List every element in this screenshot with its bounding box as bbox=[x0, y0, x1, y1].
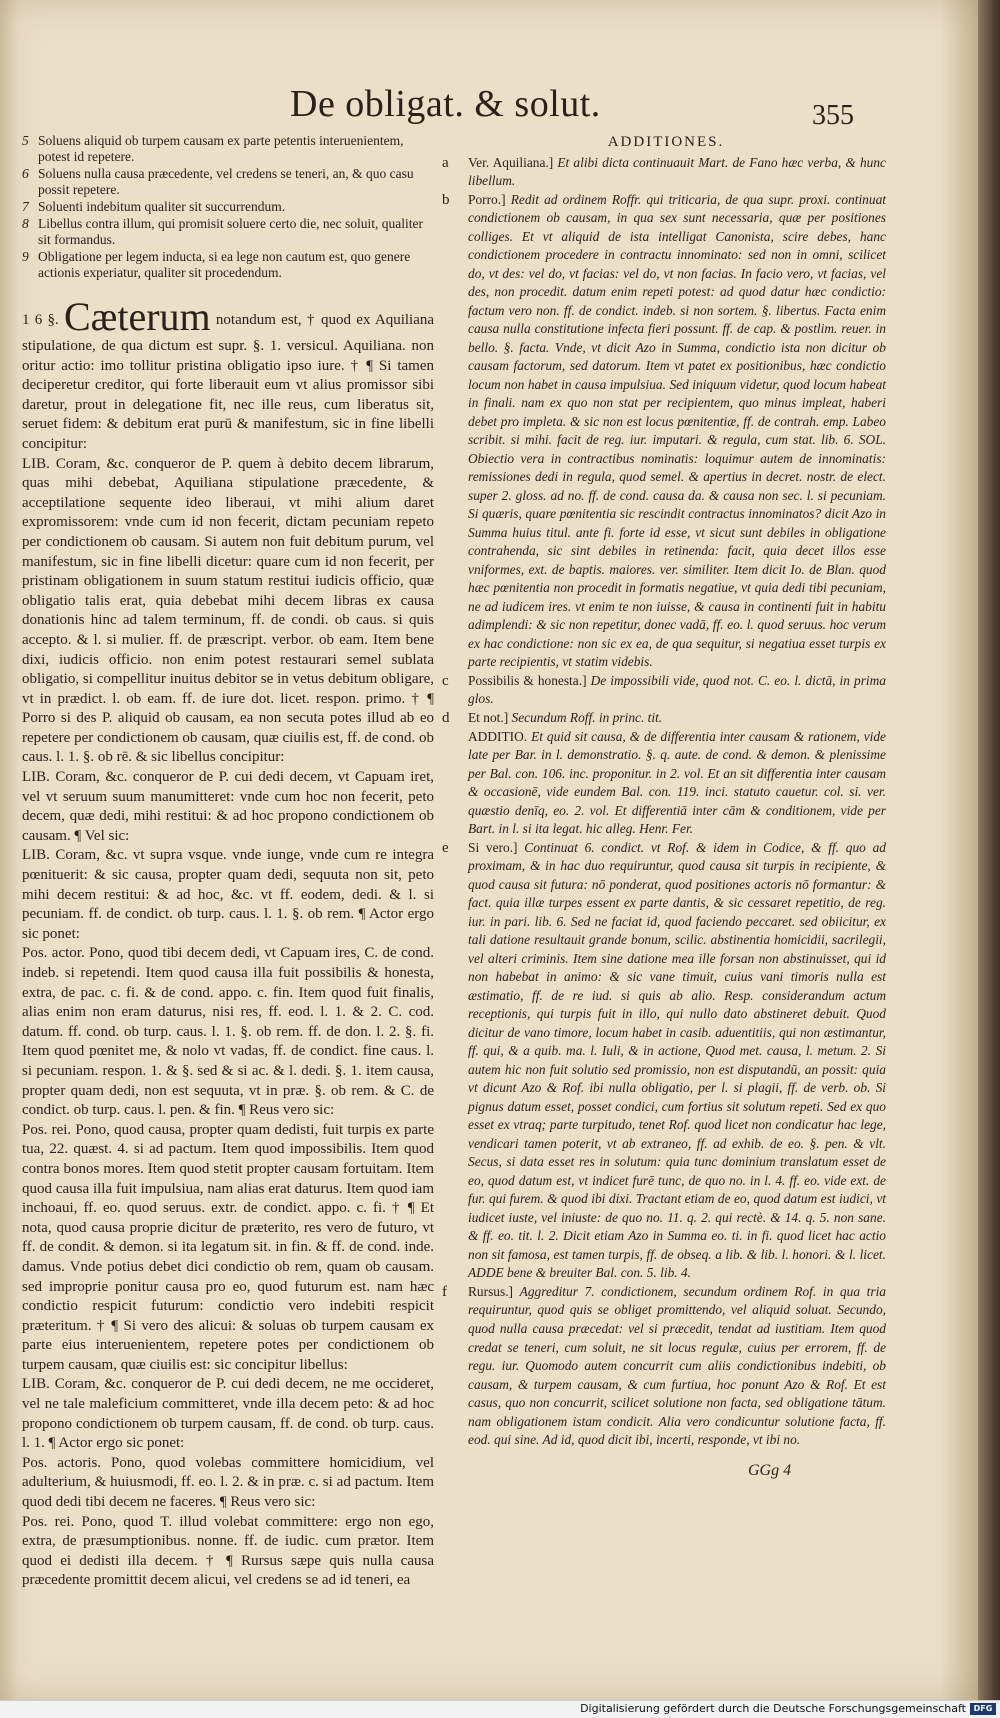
summary-item: 6 Soluens nulla causa præcedente, vel credens se teneri, an, & quo casu possit repetere. bbox=[22, 166, 414, 197]
footer-credit: Digitalisierung gefördert durch die Deutsche Forschungsgemeinschaft bbox=[580, 1702, 966, 1715]
addition-entry: ADDITIO. Et quid sit causa, & de differentia inter causam & rationem, vide late per Bar. in l. demonstratio. §. q. aute. de cond. & demon. & plenissime per Bal. con. 106. inc. proponitur. in 2. vol. Et an sit differentia inter causam & occasionē, vide eundem Bal. con. 119. inci. statuto cauetur. col. si. ver. quæstio denīq, eo. 2. vol. Et differentiā inter cām & conditionem, vide per Bart. in l. si ita legat. hic alleg. Henr. Fer. bbox=[468, 728, 886, 837]
summary-item: 5 Soluens aliquid ob turpem causam ex parte petentis interuenientem, potest id repetere. bbox=[22, 133, 404, 164]
addition-entry: c Possibilis & honesta.] De impossibili vide, quod not. C. eo. l. dictā, in prima glos. bbox=[442, 672, 886, 707]
dfg-logo: DFG bbox=[970, 1703, 996, 1715]
running-head: De obligat. & solut. bbox=[290, 83, 601, 125]
main-paragraph: LIB. Coram, &c. conqueror de P. quem à debito decem librarum, quas mihi debebat, Aquiliana stipulatione præcedente, & acceptilatione sequente ideo liberaui, vt mihi alium daret expromissorem: vnde cum id non fecerit, dictam pecuniam repeto per condictionem ob causam. Si autem non fuit debitum purum, vel manifestum, sic in fine libelli dicetur: quare cum id non fecerit, per pristinam obligationem in suum statum restitui iudicis officio, quæ obligatio talis erat, quia debebat mihi decem libras ex causa donationis hinc ad talem terminum, ff. de condi. ob caus. si quis accepto. & l. si mulier. ff. de præscript. verbor. ob eam. Item bene dixi, iudicis officio. non enim potest restaurari semel sublata obligatio, si compellitur inuitus debitor se in vetus debitum obligare, vt in prædict. l. ob eam. ff. de iure dot. licet. respon. primo. † ¶ Porro si des P. aliquid ob causam, ea non secuta potes illud ab eo repetere per condictionem ob causam, quæ ciuilis est, ff. de cond. ob caus. l. 1. §. ob rē. & sic libellus concipitur: bbox=[22, 455, 434, 766]
main-paragraph: LIB. Coram, &c. conqueror de P. cui dedi decem, vt Capuam iret, vel vt seruum suum manumitteret: vnde cum hoc non fecerit, peto decem, quæ dedi, mihi restitui: & ad hoc propono condictionem ob causam. ¶ Vel sic: bbox=[22, 769, 434, 844]
main-paragraph: Pos. rei. Pono, quod T. illud volebat committere: ergo non ego, extra, de præsumptionibus. nonne. ff. de iudic. cum prætor. Item quod ei dedisti illa decem. † ¶ Rursus sæpe quis nulla causa præcedente promittit decem alicui, vel credens se ad id teneri, ea bbox=[22, 1513, 434, 1589]
note-letter: f bbox=[442, 1283, 447, 1300]
main-paragraph: Pos. actoris. Pono, quod volebas committere homicidium, vel adulterium, & huiusmodi, ff. eo. l. 2. & in præ. c. si ad pactum. Item quod dedi tibi decem ne faceres. ¶ Reus vero sic: bbox=[22, 1454, 434, 1511]
note-letter: c bbox=[442, 672, 449, 689]
additions-column bbox=[442, 133, 886, 1450]
note-letter: e bbox=[442, 839, 449, 856]
main-text-column bbox=[22, 294, 435, 1591]
footer-bar bbox=[0, 1700, 1000, 1718]
summary-item: 9 Obligatione per legem inducta, si ea lege non cautum est, quo genere actionis experiatur, qualiter sit procedendum. bbox=[22, 249, 411, 280]
signature-mark: GGg 4 bbox=[748, 1462, 792, 1479]
summary-item: 8 Libellus contra illum, qui promisit soluere certo die, nec soluit, qualiter sit formandus. bbox=[22, 216, 424, 247]
main-paragraph: LIB. Coram, &c. vt supra vsque. vnde iunge, vnde cum re integra pœnituerit: & sic causa, propter quam dedi, sequuta non sit, peto mihi decem restitui: & ad hoc, &c. vt ff. eodem, dedi. & l. si pecuniam. ff. de condict. ob turp. caus. l. 1. §. ob rem. ¶ Actor ergo sic ponet: bbox=[22, 847, 434, 942]
main-paragraph: LIB. Coram, &c. conqueror de P. cui dedi decem, ne me occideret, vel ne tale maleficium committeret, vnde illa decem peto: & ad hoc propono condictionem ob turpem causam, ff. de cond. ob turp. caus. l. 1. ¶ Actor ergo sic ponet: bbox=[22, 1376, 434, 1452]
addition-entry: b Porro.] Redit ad ordinem Roffr. qui triticaria, de qua supr. proxi. continuat condictionem ob causam, in qua sex sunt necessaria, quæ per positiones colliges. Et vt aliquid de ista intelligat Canonista, scire debes, hanc condictionem procedere in contractu innominato: sed non in omni, scilicet do, vt des: vel do, vt facias: vel do, vt non facias. In facio vero, vt facias, vel des, non procedit. datum enim repeti potest: ad quod datur hæc condictio: factum vero non. ff. de condict. indeb. si non sortem. §. libertus. Facta enim causa nulla constitutione infecta fieri possunt. ff. de cap. & postlim. reuer. in bello. §. facta. Vnde, vt dicit Azo in Summa, condictio ista non dicitur ob causam factorum, sed datorum. Item vt patet ex positionibus, hæc condictio locum non habet in causa impulsiua. Sed iniquum videtur, quod locum habeat in finali. nam ex quo non stat per recipientem, quo minus impleat, haberi debet pro impleta. & sic non est locus pœnitentiæ, ff. de contrah. emp. Labeo scribit. si mihi. facit de reg. iur. imputari. & regula, cum stat. lib. 6. SOL. Obiectio vera in contractibus nominatis: loquimur autem de innominatis: remissiones dedi in regula, quod semel. & apertius in decret. nostr. de elect. super 2. gloss. ad no. ff. de cond. causa da. & causa non sec. l. si pecuniam. Si quæris, quare pœnitentia sic rescindit contractus innominatos? dicit Azo in Summa huius titul. ante fi. forte id esse, vt sicut sunt debiles in obligatione contrahenda, sic sint debiles in retinenda: facit, quia decet illos esse vniformes, ext. de baptis. maiores. ver. similiter. Item dicit Io. de Blan. quod hæc pœnitentia non procedit in formatis negatiue, vt quia dedi tibi pecuniam, ne ad iudicem ires. vt enim te non iuisse, & causa in continenti fuit in habitu adimplendi: & sic non repetitur, donec vadā, ff. eo. l. quod seruus. hoc verum ex hac condictione: non sic ex ea, de qua sequitur, si negatiua esset turpis ex parte recipientis, vt statim videbis. bbox=[442, 191, 886, 670]
note-letter: a bbox=[442, 154, 449, 171]
summary-list bbox=[22, 133, 432, 282]
addition-entry: d Et not.] Secundum Roff. in princ. tit. bbox=[442, 709, 663, 726]
section-number: 1 6 §. bbox=[22, 312, 59, 328]
addition-entry: f Rursus.] Aggreditur 7. condictionem, secundum ordinem Rof. in qua tria requiruntur, quod quis se obliget promittendo, vel aliquid soluat. Secundo, quod nulla causa præcedat: vel si præcedit, tendat ad iustitiam. Item quod credat se teneri, cum soluit, ne sit locus regulæ, cuius per errorem, ff. de regu. iur. Quomodo autem concurrit cum aliis condictionibus indebiti, ob causam, & turpem causam, & cum furtiua, hoc ponunt Azo & Rof. Et est casus, quo non concurrit, scilicet solutione non facta, sed obligatione tātum. nam obligationem istam condicit. Alia vero condicuntur solutione facta, ff. eod. qui sine. Ad id, quod dicit ibi, incerti, responde, vt ibi no. bbox=[442, 1283, 886, 1448]
page-number: 355 bbox=[812, 100, 854, 131]
main-paragraph: 1 6 §. Cæterum notandum est, † quod ex Aquiliana stipulatione, de qua dictum est supr. §. 1. versicul. Aquiliana. non oritur actio: imo tollitur pristina obligatio ipso iure. † ¶ Si tamen deciperetur creditor, qui forte liberauit eum vt alius promissor sibi daretur, prout in delegatione fit, nec ille reus, cum liberatus sit, seruet fidem: & debitum erat purū & manifestum, sic in fine libelli concipitur: bbox=[22, 294, 435, 452]
note-letter: d bbox=[442, 709, 450, 726]
addition-entry: e Si vero.] Continuat 6. condict. vt Rof. & idem in Codice, & ff. quo ad proximam, & in hac duo requiruntur, quod causa sit turpis in recipiente, & quod causa sit futura: nō ponderat, quod positiones actoris nō formantur: & fact. quia illæ turpes essent ex parte dantis, & sic cessaret repetitio, de reg. iur. in pari. lib. 6. Sed ne faciat id, quod faciendo peccaret. sed obiicitur, ex tali datione resultauit grande bonum, scilic. abstinentia homicidii, sacrilegii, vel alteri criminis. Item sine datione mea ille forsan non abstinuisset, qui id non habebat in animo: & sic vane timuit, cuius vani timoris nulla est æstimatio, ff. de re iud. si quis ab alio. Resp. considerandum actum receptionis, qui turpis fuit in illo, qui nullo dato abstineret debuit. Quod dicitur de vano timore, locum habet in casib. aduentitiis, qui non æstimantur, ff. qui, & a quib. ma. l. Iuli, & in actione, Quod met. causa, l. metum. 2. Si autem hic non fuit solutio sed promissio, non est disputandū, an possit: quia vt dicunt Azo & Rof. ibi nulla obligatio, per l. si plagii, ff. de verb. ob. Si pignus datum esset, posset condici, cum fortius sit solutum repeti. Sed ex quo esset ex vtraq; parte turpitudo, tenet Rof. quod licet non condicatur hac lege, vendicari tamen poterit, vt ab extraneo, ff. ad exhib. de eo. §. pen. & vlt. Secus, si data esset res in solutum: quia tunc dominium translatum esset de eo, quod datum est, vt indicet furē tunc, de quo no. in l. 4. ff. eo. vide ext. de fur. qui furem. & quod ibi dixi. Tractant etiam de eo, quod datum est iudici, vt iudicet iuste, vel iniuste: de quo no. 11. q. 2. qui rectè. & 14. q. 5. non sane. & ff. eo. tit. l. 2. Dicit etiam Azo in Summa eo. ti. in fi. quod licet hac actio non sit famosa, est tamen turpis, ff. de obseq. a lib. & lib. l. honori. & l. licet. ADDE bene & breuiter Bal. con. 5. lib. 4. bbox=[442, 839, 886, 1281]
addition-entry: a Ver. Aquiliana.] Et alibi dicta continuauit Mart. de Fano hæc verba, & hunc libellum. bbox=[442, 154, 886, 189]
note-letter: b bbox=[442, 191, 450, 208]
main-paragraph: Pos. rei. Pono, quod causa, propter quam dedisti, fuit turpis ex parte tua, 22. quæst. 4. si ad pactum. Item quod impossibilis. Item quod contra bonos mores. Item quod stetit propter causam fortuitam. Item quod causa illa fuit impulsiua, nam alias erat daturus. Item quod iam inchoaui, ff. eo. quod seruus. extr. de condict. appo. c. fi. † ¶ Et nota, quod causa proprie dicitur de præterito, res vero de futuro, vt ff. de condit. & demon. si ita legatum sit. in fin. & ff. de cond. inde. damus. Vnde potius debet dici condictio ob rem, quam ob causam. sed improprie ponitur causa pro eo, quod futurum est. nam hæc condictio respicit futurum: condictio vero indebiti respicit præteritum. † ¶ Si vero des alicui: & soluas ob turpem causam ex parte eius interuenientem, repetere potes per condictionem ob turpem causam, quæ ciuilis est: sic concipitur libellus: bbox=[22, 1121, 434, 1373]
book-edge bbox=[978, 0, 1000, 1700]
summary-item: 7 Soluenti indebitum qualiter sit succurrendum. bbox=[22, 199, 286, 214]
main-paragraph: Pos. actor. Pono, quod tibi decem dedi, vt Capuam ires, C. de cond. indeb. si repetendi. Item quod causa illa fuit possibilis & honesta, extra, de pac. c. fi. & de cond. appo. c. fin. Item quod fuit finalis, alias enim non eram daturus, nisi res, ff. eod. l. 1. & 2. C. cod. datum. ff. cond. ob turp. caus. l. 1. §. ob rem. ff. de don. l. 2. §. fi. Item quod pœnitet me, & nolo vt vadas, ff. de condict. fine caus. l. si pecuniam. respon. 1. & §. sed & si ac. & l. dedi. §. 1. item causa, propter quam dedi, non est sequuta, vt in præ. §. ob rem. & C. de condict. ob turp. caus. l. pen. & fin. ¶ Reus vero sic: bbox=[22, 945, 434, 1119]
opening-word: Cæterum bbox=[64, 294, 211, 339]
additions-title: ADDITIONES. bbox=[607, 134, 725, 150]
